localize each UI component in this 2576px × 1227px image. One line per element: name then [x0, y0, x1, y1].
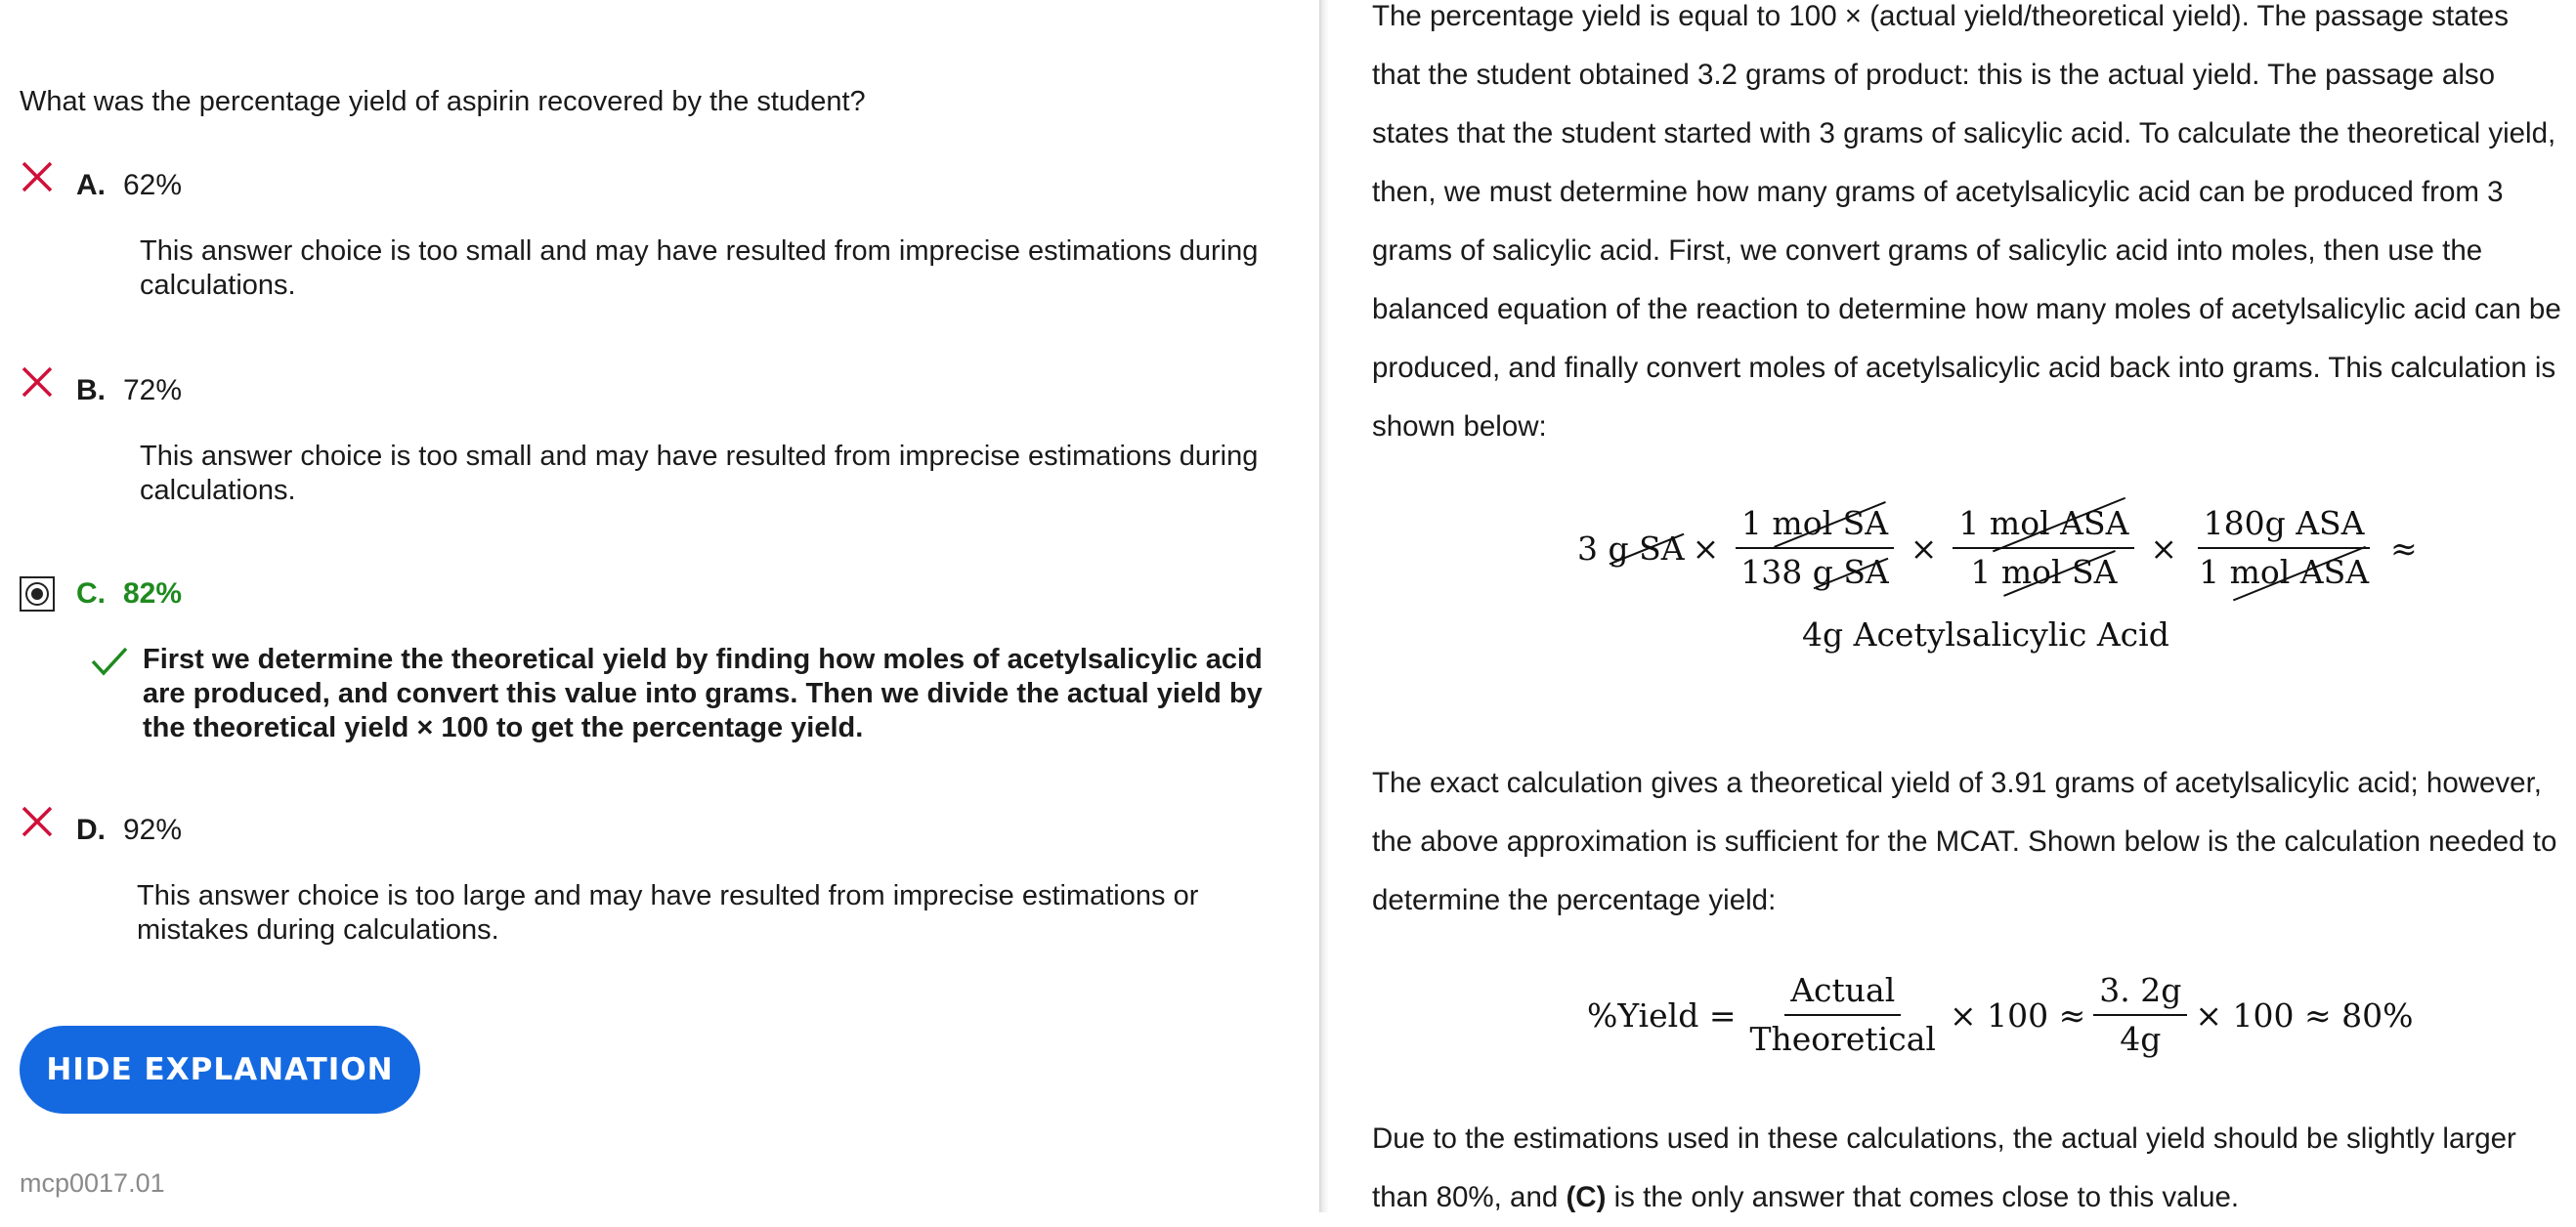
choice-c[interactable]	[20, 574, 1296, 745]
choice-letter: A.	[76, 169, 106, 201]
question-text: What was the percentage yield of aspirin recovered by the student?	[20, 86, 866, 117]
choice-letter: C.	[76, 577, 106, 610]
choice-b[interactable]	[20, 371, 1273, 508]
equation-lhs: %Yield =	[1587, 995, 1737, 1035]
choice-value: 92%	[123, 814, 183, 846]
x-icon	[20, 159, 55, 194]
fraction: $\frac{\text{Actual}}{\text{Theoretical}}$	[1743, 967, 1942, 1063]
percent-yield-equation	[1587, 967, 2413, 1063]
explanation-paragraph: Due to the estimations used in these calculations, the actual yield should be slightly larger than 80%, and (C) is the only answer that comes close to this value.	[1372, 1122, 2516, 1213]
cancelled-unit: mol SA	[2001, 549, 2118, 596]
choice-explanation: This answer choice is too small and may have resulted from imprecise estimations during calculations.	[140, 441, 1259, 506]
equation-result: 4g Acetylsalicylic Acid	[1802, 615, 2169, 654]
panel-divider	[1319, 0, 1329, 1212]
choice-letter: D.	[76, 814, 106, 846]
choice-d[interactable]	[20, 811, 1270, 948]
fraction: $\frac{\text{1 mol SA}}{\text{138 g SA}}$	[1735, 500, 1895, 596]
checkmark-icon	[90, 645, 129, 678]
choice-value: 72%	[123, 374, 183, 406]
explanation-paragraph: The exact calculation gives a theoretical yield of 3.91 grams of acetylsalicylic acid; however, the above approximation is sufficient for the MCAT. Shown below is the calculation needed to determine the percentage yield:	[1372, 767, 2557, 916]
explanation-panel	[1372, 0, 2564, 1212]
hide-explanation-button[interactable]: HIDE EXPLANATION	[20, 1026, 420, 1114]
cancelled-unit: mol ASA	[2230, 549, 2369, 596]
explanation-paragraph: The percentage yield is equal to 100 × (actual yield/theoretical yield). The passage states that the student obtained 3.2 grams of product: this is the actual yield. The passage also states that the student started with 3 grams of salicylic acid. To calculate the theoretical yield, then, we must determine how many grams of acetylsalicylic acid can be produced from 3 grams of salicylic acid. First, we convert grams of salicylic acid into moles, then use the balanced equation of the reaction to determine how many moles of acetylsalicylic acid can be produced, and finally convert moles of acetylsalicylic acid back into grams. This calculation is shown below:	[1372, 0, 2561, 443]
choice-letter: B.	[76, 374, 106, 406]
choice-a[interactable]	[20, 166, 1273, 303]
choice-value: 62%	[123, 169, 183, 201]
fraction: $\frac{\text{1 mol ASA}}{\text{1 mol SA}}$	[1953, 500, 2134, 596]
cancelled-unit: g SA	[1813, 549, 1889, 596]
answer-reference: (C)	[1566, 1181, 1607, 1213]
times-operator: ×	[2150, 529, 2178, 568]
cancelled-unit: g SA	[1608, 529, 1685, 568]
approx-operator: ≈	[2390, 529, 2418, 568]
cancelled-unit: mol SA	[1772, 500, 1888, 547]
fraction: $\frac{\text{180g ASA}}{\text{1 mol ASA}}$	[2193, 500, 2375, 596]
choice-explanation: This answer choice is too small and may have resulted from imprecise estimations during calculations.	[140, 235, 1259, 301]
x-icon	[20, 364, 55, 400]
choice-value: 82%	[123, 577, 183, 610]
times-operator: ×	[1692, 529, 1720, 568]
theoretical-yield-equation	[1577, 500, 2426, 596]
equation-term: 3 g SA	[1577, 529, 1685, 568]
cancelled-unit: mol ASA	[1990, 500, 2128, 547]
choice-explanation: First we determine the theoretical yield by finding how moles of acetylsalicylic acid are produced, and convert this value into grams. Then we divide the actual yield by the theoretical yield × 100 to get the percentage yield.	[143, 644, 1263, 743]
fraction: $\frac{3. 2g}{4g}$	[2093, 967, 2187, 1063]
choice-explanation: This answer choice is too large and may have resulted from imprecise estimations or mistakes during calculations.	[137, 880, 1199, 946]
times-operator: ×	[1910, 529, 1938, 568]
x-icon	[20, 804, 55, 839]
equation-end: × 100 ≈ 80%	[2195, 995, 2414, 1035]
equation-mid: × 100 ≈	[1949, 995, 2086, 1035]
question-code: mcp0017.01	[20, 1168, 165, 1198]
radio-selected-icon[interactable]	[20, 576, 55, 612]
